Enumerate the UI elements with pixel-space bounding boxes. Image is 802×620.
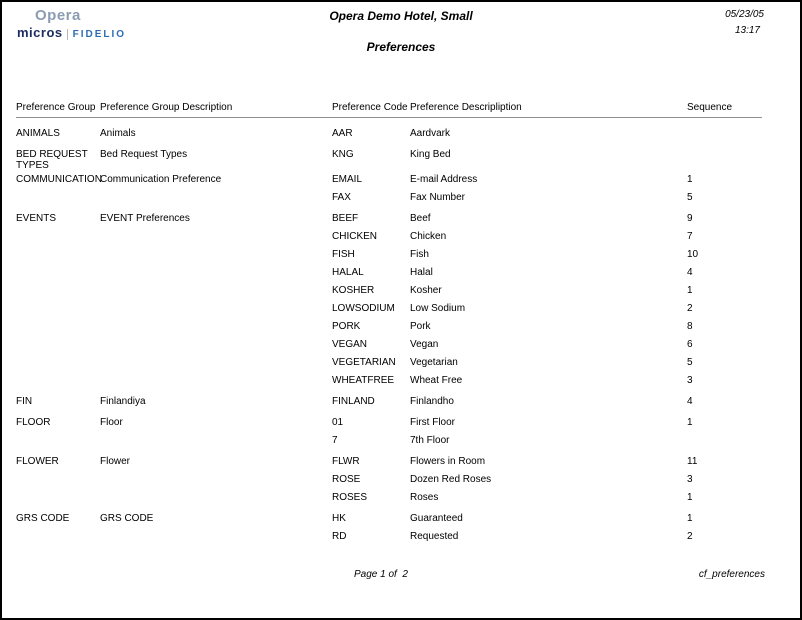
table-row xyxy=(2,128,800,146)
cell-sequence: 2 xyxy=(687,303,693,314)
cell-preference-code: WHEATFREE xyxy=(332,375,395,386)
cell-preference-description: Aardvark xyxy=(410,128,451,139)
cell-preference-code: BEEF xyxy=(332,213,359,224)
preference-group-block xyxy=(2,417,800,453)
table-row xyxy=(2,213,800,231)
cell-preference-description: King Bed xyxy=(410,149,451,160)
cell-preference-description: Finlandho xyxy=(410,396,454,407)
cell-preference-description: E-mail Address xyxy=(410,174,478,185)
cell-preference-code: VEGAN xyxy=(332,339,368,350)
fidelio-logo-text: FIDELIO xyxy=(67,29,126,40)
table-row xyxy=(2,321,800,339)
table-row xyxy=(2,456,800,474)
cell-sequence: 1 xyxy=(687,417,693,428)
cell-preference-code: RD xyxy=(332,531,347,542)
cell-preference-code: FLWR xyxy=(332,456,360,467)
cell-preference-code: ROSE xyxy=(332,474,361,485)
table-row xyxy=(2,174,800,192)
cell-sequence: 1 xyxy=(687,285,693,296)
cell-preference-description: Guaranteed xyxy=(410,513,463,524)
cell-preference-code: LOWSODIUM xyxy=(332,303,395,314)
cell-preference-group: FLOWER xyxy=(16,456,59,467)
cell-sequence: 1 xyxy=(687,513,693,524)
cell-preference-group: FIN xyxy=(16,396,33,407)
cell-preference-description: Wheat Free xyxy=(410,375,463,386)
table-row xyxy=(2,492,800,510)
report-title: Opera Demo Hotel, Small xyxy=(329,9,473,23)
cell-preference-code: ROSES xyxy=(332,492,368,503)
cell-preference-group: ANIMALS xyxy=(16,128,60,139)
preference-group-block xyxy=(2,396,800,414)
table-row xyxy=(2,249,800,267)
cell-sequence: 3 xyxy=(687,375,693,386)
cell-preference-description: Halal xyxy=(410,267,433,278)
table-row xyxy=(2,192,800,210)
cell-preference-code: 7 xyxy=(332,435,338,446)
cell-preference-code: FINLAND xyxy=(332,396,375,407)
cell-preference-code: PORK xyxy=(332,321,361,332)
cell-preference-description: Beef xyxy=(410,213,431,224)
opera-logo-text: Opera xyxy=(35,7,81,24)
cell-preference-code: HALAL xyxy=(332,267,364,278)
header-divider xyxy=(16,117,762,118)
preference-group-block xyxy=(2,128,800,146)
cell-preference-group: BED REQUEST TYPES xyxy=(16,149,88,171)
table-header-row xyxy=(2,102,800,113)
report-subtitle: Preferences xyxy=(366,40,436,54)
table-row xyxy=(2,149,800,171)
header-preference-description: Preference Descripliption xyxy=(410,102,522,113)
report-date: 05/23/05 xyxy=(725,9,764,20)
cell-sequence: 11 xyxy=(687,456,698,467)
cell-preference-description: Fish xyxy=(410,249,429,260)
cell-preference-description: 7th Floor xyxy=(410,435,450,446)
page-number: Page 1 of 2 xyxy=(354,569,408,580)
cell-preference-group-description: Flower xyxy=(100,456,131,467)
cell-preference-group-description: Bed Request Types xyxy=(100,149,188,160)
cell-preference-description: Requested xyxy=(410,531,459,542)
table-row xyxy=(2,375,800,393)
cell-preference-group: COMMUNICATION xyxy=(16,174,102,185)
cell-preference-description: First Floor xyxy=(410,417,455,428)
cell-preference-code: FISH xyxy=(332,249,355,260)
cell-sequence: 6 xyxy=(687,339,693,350)
cell-sequence: 3 xyxy=(687,474,693,485)
table-row xyxy=(2,435,800,453)
cell-sequence: 5 xyxy=(687,357,693,368)
cell-preference-description: Dozen Red Roses xyxy=(410,474,492,485)
cell-preference-code: VEGETARIAN xyxy=(332,357,396,368)
cell-preference-description: Kosher xyxy=(410,285,442,296)
cell-preference-description: Vegetarian xyxy=(410,357,458,368)
report-time: 13:17 xyxy=(734,25,760,36)
cell-preference-code: CHICKEN xyxy=(332,231,378,242)
preference-group-block xyxy=(2,513,800,549)
cell-preference-code: AAR xyxy=(332,128,353,139)
preference-group-block xyxy=(2,456,800,510)
preference-group-block xyxy=(2,149,800,171)
cell-preference-group-description: Floor xyxy=(100,417,123,428)
cell-preference-description: Low Sodium xyxy=(410,303,466,314)
preference-group-block xyxy=(2,174,800,210)
cell-sequence: 1 xyxy=(687,492,693,503)
micros-fidelio-row xyxy=(17,25,126,40)
cell-sequence: 10 xyxy=(687,249,699,260)
cell-preference-code: EMAIL xyxy=(332,174,363,185)
cell-sequence: 4 xyxy=(687,396,693,407)
cell-preference-group: EVENTS xyxy=(16,213,57,224)
cell-preference-code: HK xyxy=(332,513,346,524)
cell-preference-group-description: GRS CODE xyxy=(100,513,154,524)
cell-preference-code: 01 xyxy=(332,417,344,428)
table-row xyxy=(2,531,800,549)
table-row xyxy=(2,417,800,435)
table-row xyxy=(2,285,800,303)
header-preference-group: Preference Group xyxy=(16,102,96,113)
table-row xyxy=(2,231,800,249)
cell-preference-description: Roses xyxy=(410,492,439,503)
table-row xyxy=(2,303,800,321)
table-body xyxy=(2,128,800,549)
cell-sequence: 8 xyxy=(687,321,693,332)
cell-preference-group-description: Communication Preference xyxy=(100,174,222,185)
preference-group-block xyxy=(2,213,800,393)
cell-preference-description: Flowers in Room xyxy=(410,456,486,467)
cell-preference-group-description: Animals xyxy=(100,128,136,139)
cell-sequence: 4 xyxy=(687,267,693,278)
header-sequence: Sequence xyxy=(687,102,733,113)
cell-preference-code: KOSHER xyxy=(332,285,375,296)
cell-sequence: 9 xyxy=(687,213,693,224)
table-row xyxy=(2,267,800,285)
cell-preference-group: FLOOR xyxy=(16,417,51,428)
cell-preference-group: GRS CODE xyxy=(16,513,70,524)
table-row xyxy=(2,513,800,531)
cell-preference-description: Pork xyxy=(410,321,431,332)
cell-preference-code: KNG xyxy=(332,149,354,160)
table-row xyxy=(2,396,800,414)
report-filename: cf_preferences xyxy=(698,569,765,580)
cell-preference-code: FAX xyxy=(332,192,351,203)
header-preference-group-description: Preference Group Description xyxy=(100,102,233,113)
cell-sequence: 5 xyxy=(687,192,693,203)
cell-sequence: 2 xyxy=(687,531,693,542)
micros-logo-text: micros xyxy=(17,25,63,40)
cell-preference-description: Fax Number xyxy=(410,192,466,203)
header-preference-code: Preference Code xyxy=(332,102,408,113)
table-row xyxy=(2,339,800,357)
cell-preference-group-description: EVENT Preferences xyxy=(100,213,190,224)
cell-preference-description: Chicken xyxy=(410,231,447,242)
cell-preference-description: Vegan xyxy=(410,339,439,350)
table-row xyxy=(2,357,800,375)
table-row xyxy=(2,474,800,492)
preferences-table xyxy=(2,102,800,549)
cell-sequence: 1 xyxy=(687,174,693,185)
cell-sequence: 7 xyxy=(687,231,693,242)
cell-preference-group-description: Finlandiya xyxy=(100,396,146,407)
